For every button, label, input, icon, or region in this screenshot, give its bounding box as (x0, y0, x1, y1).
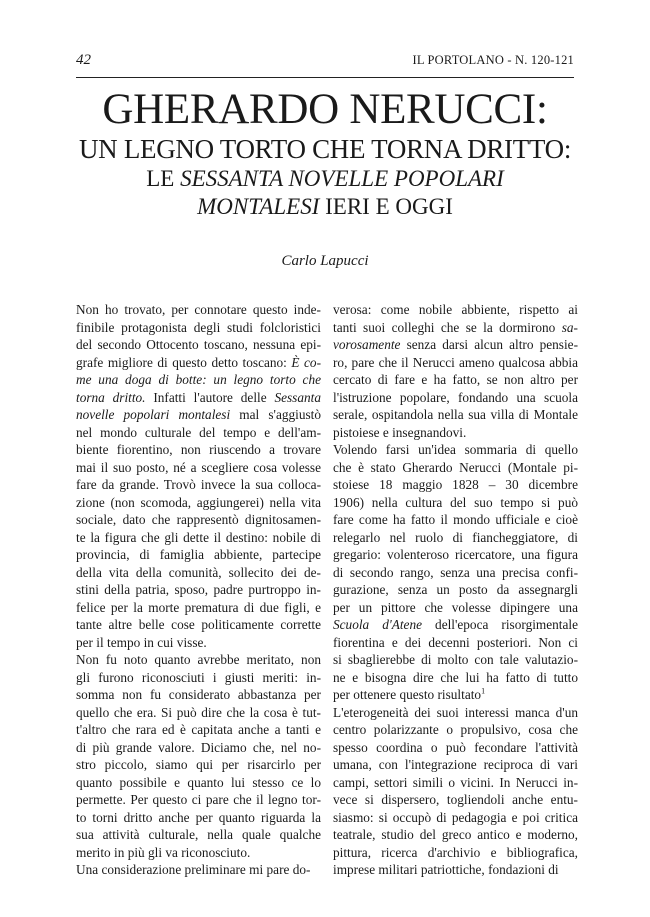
text-line: provincia, di famiglia abbiente, partecipe (76, 547, 321, 562)
left-column (76, 301, 321, 879)
text-line: vorosamente senza darsi alcun altro pensie- (333, 337, 578, 352)
text-line: della vita della comunità, sollecito dei de- (76, 564, 321, 580)
title-line-3-italic: SESSANTA NOVELLE POPOLARI (180, 166, 504, 191)
title-line-3-prefix: LE (146, 166, 181, 191)
text-line: Non ho trovato, per connotare questo inde- (76, 302, 321, 317)
text-line: per il tempo in cui visse. (76, 634, 207, 650)
text-line: fiorentina e dei decenni posteriori. Non ci (333, 634, 578, 650)
text-line: L'eterogeneità dei suoi interessi manca d'un (333, 704, 578, 720)
text-line: fare come ha fatto il mondo ufficiale e cioè (333, 512, 578, 527)
text-line: merito in più gli va riconosciuto. (76, 844, 251, 860)
text-line: te la figura che gli dette il destino: nobile di (76, 529, 321, 545)
text-line: stoiese 18 maggio 1828 – 30 dicembre (333, 477, 578, 492)
title-line-4-italic: MONTALESI (197, 194, 320, 219)
text-line: finibile protagonista degli studi folcloristici (76, 319, 321, 335)
text-line: felice per la morte prematura di due figli, e (76, 599, 321, 615)
text-line: sociale, dato che rappresentò dignitosamen- (76, 512, 321, 527)
text-line: novelle popolari montalesi mal s'aggiustò (76, 407, 321, 422)
text-line: permette. Per questo ci pare che il legno tor- (76, 792, 321, 807)
text-line: Scuola d'Atene dell'epoca risorgimentale (333, 617, 578, 632)
text-line: Non fu noto quanto avrebbe meritato, non (76, 652, 321, 667)
header-rule (76, 77, 574, 78)
text-line: vece si dispersero, togliendoli anche entu- (333, 792, 578, 807)
text-line: Volendo farsi un'idea sommaria di quello (333, 442, 578, 457)
text-line: che è stato Gherardo Nerucci (Montale pi- (333, 459, 578, 475)
text-line: si sbaglierebbe di molto con tale valutazio- (333, 652, 578, 667)
text-line: Una considerazione preliminare mi pare do- (76, 862, 311, 877)
text-line: campi, settori simili o vicini. In Nerucci in- (333, 774, 578, 790)
text-line: umana, con l'integrazione reciproca di vari (333, 757, 578, 772)
text-line: per ottenere questo risultato$^1$ (333, 686, 486, 702)
text-line: spesso coordina o può fecondare l'attività (333, 739, 578, 755)
text-line: sua attività culturale, nella quale qualche (76, 827, 321, 842)
text-line: zione (non scomoda, aggiungerei) nella vita (76, 494, 321, 510)
title-line-4 (40, 193, 610, 221)
text-line: gregario: volenteroso ricercatore, una figura (333, 547, 578, 562)
text-line: torna dritto. Infatti l'autore delle Sessanta (76, 389, 321, 405)
text-line: di secondo rango, senza una precisa confi- (333, 564, 578, 580)
text-line: biente fiorentino, non riuscendo a trovare (76, 442, 321, 457)
text-line: quanto possibile e quanto lui stesso ce lo (76, 774, 321, 790)
text-line: gli furono riconosciuti i giusti meriti: in- (76, 669, 321, 685)
text-line: quello che era. Si può dire che la cosa è tut- (76, 704, 321, 720)
title-line-4-suffix: IERI E OGGI (319, 194, 453, 219)
text-line: centro polarizzante o propulsivo, cosa che (333, 722, 578, 737)
text-line: 1906) nella cultura del suo tempo si può (333, 494, 578, 510)
text-line: me una doga di botte: un legno torto che (76, 372, 321, 387)
text-line: serale, ospitandola nella sua villa di Montale (333, 407, 578, 422)
text-line: nel mondo culturale del tempo e dell'am- (76, 424, 321, 440)
text-line: stro piccolo, siamo qui per risarcirlo per (76, 757, 321, 772)
text-line: imprese militari patriottiche, fondazioni di (333, 862, 559, 877)
text-line: pittura, ricerca d'archivio e bibliografica, (333, 844, 578, 860)
text-line: somma non fu considerato abbastanza per (76, 687, 321, 702)
text-line: tanti suoi colleghi che se la dormirono sa- (333, 319, 578, 335)
article-title (40, 86, 610, 221)
text-line: mai il suo posto, né a scegliere cosa volesse (76, 459, 321, 475)
text-line: t'altro che rara ed è capitata anche a tanti e (76, 722, 321, 737)
text-line: gurazione, senza un posto da assegnargli (333, 582, 578, 597)
journal-name: IL PORTOLANO - N. 120-121 (412, 53, 574, 67)
text-line: grafe migliore di questo detto toscano: È co- (76, 354, 322, 370)
text-line: tante altre belle cose politicamente corrette (76, 617, 321, 632)
text-line: relegarlo nel ruolo di fiancheggiatore, di (333, 529, 578, 545)
text-line: verosa: come nobile abbiente, rispetto ai (333, 302, 578, 317)
text-line: cercato di fare e ha fatto, se non altro per (333, 372, 578, 387)
author-name: Carlo Lapucci (281, 253, 369, 269)
title-line-2: UN LEGNO TORTO CHE TORNA DRITTO: (78, 134, 572, 164)
text-line: pistoiese e insegnandovi. (333, 424, 467, 440)
text-line: teatrale, studio del greco antico e moderno, (333, 827, 578, 842)
footnote-marker[interactable]: 1 (481, 686, 486, 696)
right-column (333, 301, 578, 879)
page-number: 42 (76, 52, 91, 68)
title-line-3 (40, 165, 610, 193)
text-line: stini della patria, sposo, padre purtroppo in- (76, 582, 321, 597)
text-line: to torni dritto anche per quanto riguarda la (76, 809, 321, 825)
text-line: ne e bisogna dire che lui ha fatto di tutto (333, 669, 578, 685)
text-line: l'istruzione popolare, fondando una scuola (333, 389, 578, 405)
text-line: di più grande valore. Diciamo che, nel no- (76, 739, 321, 755)
running-header (76, 52, 574, 74)
text-line: per un pittore che volesse dipingere una (333, 599, 578, 615)
text-line: siasmo: si occupò di pedagogia e poi critica (333, 809, 578, 825)
title-line-1: GHERARDO NERUCCI: (102, 86, 548, 133)
text-line: del secondo Ottocento toscano, nessuna epi- (76, 337, 321, 352)
text-line: fare da grande. Trovò invece la sua colloca- (76, 477, 321, 492)
text-line: ro, pare che il Nerucci ameno qualcosa abbia (333, 354, 578, 370)
